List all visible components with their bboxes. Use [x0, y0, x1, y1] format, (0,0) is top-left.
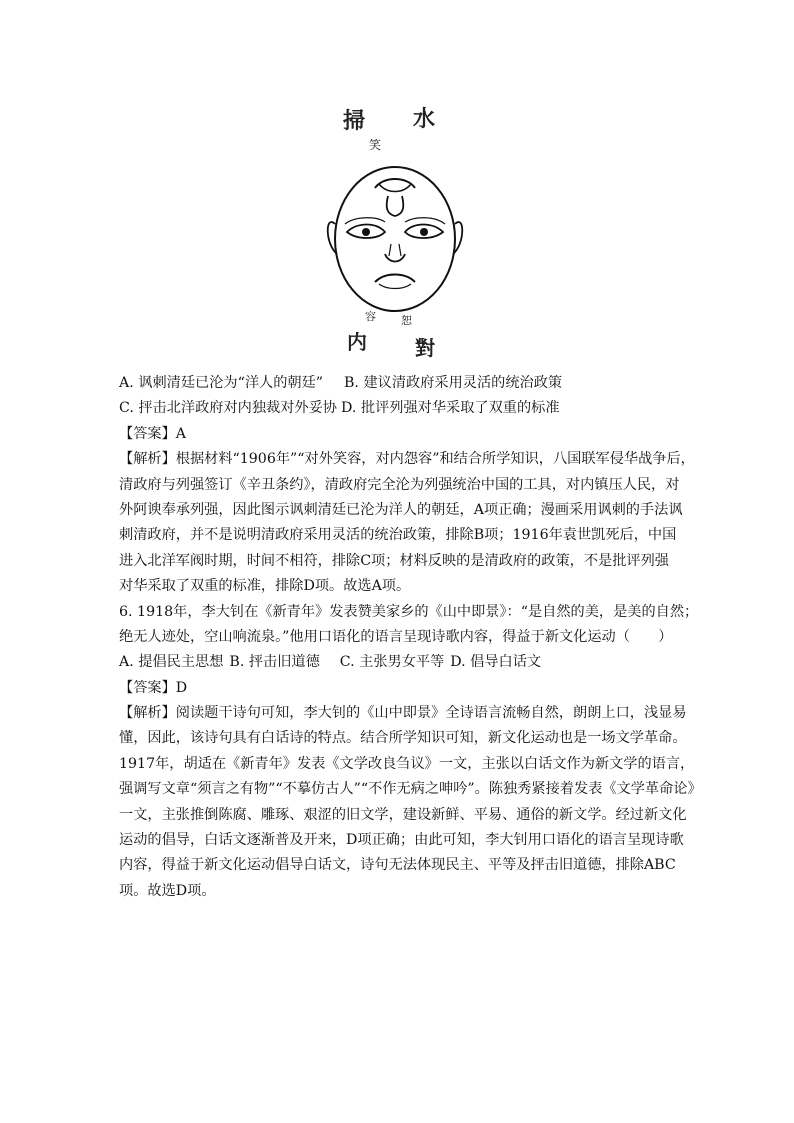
q6-analysis-line: 懂，因此，该诗句具有白话诗的特点。结合所学知识可知，新文化运动也是一场文学革命。	[119, 730, 687, 747]
q6-analysis-line: 内容，得益于新文化运动倡导白话文，诗句无法体现民主、平等及抨击旧道德，排除ABC	[119, 857, 676, 874]
figure-char-bottom-right: 對	[415, 336, 435, 360]
q5-option-d[interactable]: D. 批评列强对华采取了双重的标准	[341, 400, 560, 417]
q6-analysis-line: 项。故选D项。	[119, 882, 216, 899]
q5-analysis-line: 清政府与列强签订《辛丑条约》，清政府完全沦为列强统治中国的工具，对内镇压人民，对	[119, 476, 680, 493]
q6-option-d[interactable]: D. 倡导白话文	[450, 654, 542, 671]
q6-analysis-line: 【解析】阅读题干诗句可知，李大钊的《山中即景》全诗语言流畅自然，朗朗上口，浅显易	[119, 705, 687, 722]
figure-char-bottom-left: 内	[347, 330, 367, 354]
q6-stem	[119, 600, 699, 651]
figure-char-small-bottom-right: 恕	[401, 314, 412, 327]
q6-answer: 【答案】D	[119, 679, 188, 696]
q6-options-row	[119, 650, 691, 675]
cartoon-figure	[325, 104, 465, 360]
q6-analysis-line: 一文，主张推倒陈腐、雕琢、艰涩的旧文学，建设新鲜、平易、通俗的新文学。经过新文化	[119, 806, 687, 823]
q5-options-row-2	[119, 396, 691, 421]
q5-option-b[interactable]: B. 建议清政府采用灵活的统治政策	[344, 375, 563, 391]
q6-stem-line: 绝无人迹处，空山响流泉。”他用口语化的语言呈现诗歌内容，得益于新文化运动（ ）	[119, 628, 673, 645]
q5-analysis	[119, 447, 695, 599]
q5-analysis-line: 外阿谀奉承列强，因此图示讽刺清廷已沦为洋人的朝廷，A项正确；漫画采用讽刺的手法讽	[119, 501, 683, 518]
q6-analysis	[119, 701, 702, 904]
q6-option-c[interactable]: C. 主张男女平等	[339, 654, 445, 671]
q5-answer: 【答案】A	[119, 425, 186, 442]
figure-char-small-top: 笑	[369, 138, 382, 152]
q5-analysis-line: 刺清政府，并不是说明清政府采用灵活的统治政策，排除B项；1916年袁世凯死后，中国	[119, 527, 677, 544]
figure-char-top-right: 水	[413, 106, 436, 132]
q5-analysis-line: 进入北洋军阀时期，时间不相符，排除C项；材料反映的是清政府的政策，不是批评列强	[119, 552, 669, 569]
q6-option-a[interactable]: A. 提倡民主思想	[119, 654, 224, 671]
q6-option-b[interactable]: B. 抨击旧道德	[229, 654, 320, 671]
q5-option-c[interactable]: C. 抨击北洋政府对内独裁对外妥协	[119, 400, 337, 417]
q6-stem-line: 6. 1918年，李大钊在《新青年》发表赞美家乡的《山中即景》：“是自然的美，是美的自然；	[119, 603, 699, 620]
q5-options-row-1	[119, 371, 691, 396]
face-drawing	[325, 104, 465, 356]
question-content	[119, 371, 702, 904]
q5-analysis-line: 对华采取了双重的标准，排除D项。故选A项。	[119, 578, 411, 595]
q6-analysis-line: 1917年，胡适在《新青年》发表《文学改良刍议》一文，主张以白话文作为新文学的语言，	[119, 755, 695, 772]
figure-char-small-bottom-left: 容	[365, 310, 376, 323]
q5-analysis-line: 【解析】根据材料“1906年”“对外笑容，对内怨容”和结合所学知识，八国联军侵华战争后，	[119, 451, 695, 468]
q6-analysis-line: 运动的倡导，白话文逐渐普及开来，D项正确；由此可知，李大钊用口语化的语言呈现诗歌	[119, 832, 684, 849]
figure-char-top-left: 掃	[343, 108, 366, 134]
q6-analysis-line: 强调写文章“须言之有物”“不摹仿古人”“不作无病之呻吟”。陈独秀紧接着发表《文学革命论》	[119, 781, 702, 798]
q5-option-a[interactable]: A. 讽刺清廷已沦为“洋人的朝廷”	[119, 375, 324, 391]
